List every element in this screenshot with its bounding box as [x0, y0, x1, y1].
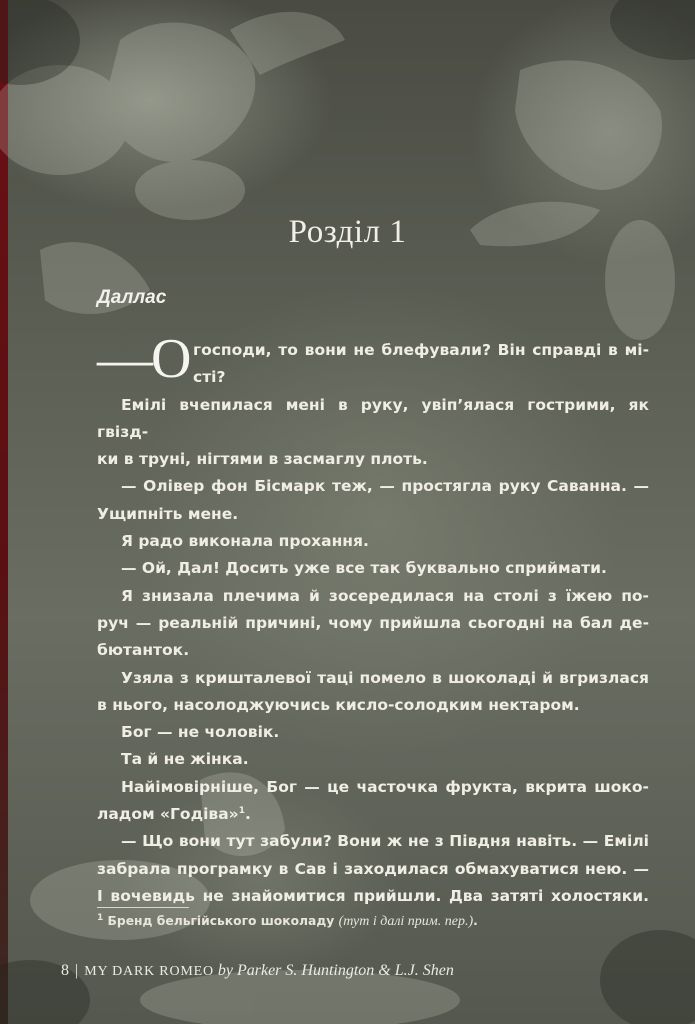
paragraph: [97, 328, 649, 392]
text-line: сті?: [193, 368, 226, 387]
text-line: — Ой, Дал! Досить уже все так буквально сприймати.: [121, 559, 607, 578]
text-fragment: ладом «Годіва»: [97, 805, 239, 824]
footnote: [97, 914, 478, 930]
footer-separator: |: [75, 962, 79, 979]
paragraph: [97, 392, 649, 447]
text-line: господи, то вони не блефували? Він справді в мі-: [193, 341, 649, 359]
page-number: 8: [61, 962, 69, 979]
footnote-divider: [97, 907, 189, 908]
author-credit: by Parker S. Huntington & L.J. Shen: [217, 962, 454, 979]
text-line: — Що вони тут забули? Вони ж не з Півдня навіть. — Емілі: [121, 832, 649, 851]
text-fragment: .: [244, 805, 251, 824]
text-line: Та й не жінка.: [121, 750, 249, 769]
text-line: Ущипніть мене.: [97, 504, 239, 523]
paragraph-continued: [97, 446, 649, 473]
paragraph: [97, 746, 649, 773]
paragraph-continued: [97, 610, 649, 665]
footnote-end: .: [473, 914, 478, 928]
book-title: MY DARK ROMEO: [84, 964, 214, 979]
footnote-number: 1: [97, 912, 104, 923]
paragraph: [97, 555, 649, 582]
paragraph-continued: [97, 692, 649, 719]
paragraph-continued: [97, 801, 649, 828]
paragraph: [97, 828, 649, 855]
text-line: руч — реальній причині, чому прийшла сьогодні на бал де-: [97, 613, 649, 632]
drop-cap: —О: [97, 328, 190, 390]
paragraph-continued: [97, 501, 649, 528]
footnote-translator-note: (тут і далі прим. пер.): [338, 914, 474, 929]
text-line: ки в труні, нігтями в засмаглу плоть.: [97, 450, 428, 469]
text-line: Бог — не чоловік.: [121, 723, 280, 742]
text-line: бютанток.: [97, 641, 190, 660]
footnote-text: Бренд бельгійського шоколаду: [103, 914, 339, 928]
page-edge: [0, 0, 8, 1024]
text-line: в нього, насолоджуючись кисло-солодким нектаром.: [97, 695, 580, 714]
footnote-reference: 1: [238, 805, 245, 816]
chapter-title: Розділ 1: [288, 214, 407, 250]
text-line: Найімовірніше, Бог — це часточка фрукта, вкрита шоко-: [121, 777, 649, 796]
text-line: І вочевидь не знайомитися прийшли. Два затяті холостяки.: [97, 886, 649, 905]
text-line: — Олівер фон Бісмарк теж, — простягла руку Саванна. —: [121, 477, 649, 496]
pov-character-heading: Даллас: [97, 287, 167, 308]
paragraph: [97, 473, 649, 500]
text-line: Я радо виконала прохання.: [121, 532, 369, 551]
paragraph: [97, 719, 649, 746]
text-line: [97, 801, 649, 828]
text-line: Емілі вчепилася мені в руку, увіп’ялася гострими, як гвізд-: [97, 395, 649, 441]
text-line: Узяла з кришталевої таці помело в шоколаді й вгризлася: [121, 668, 649, 687]
paragraph: [97, 774, 649, 801]
text-line: забрала програмку в Сав і заходилася обмахуватися нею. —: [97, 859, 649, 878]
paragraph: [97, 665, 649, 692]
chapter-body: [97, 328, 649, 910]
paragraph: [97, 528, 649, 555]
paragraph: [97, 583, 649, 610]
paragraph-continued: [97, 856, 649, 911]
text-line: Я знизала плечима й зосередилася на столі з їжею по-: [121, 586, 649, 605]
running-footer: [61, 962, 454, 980]
